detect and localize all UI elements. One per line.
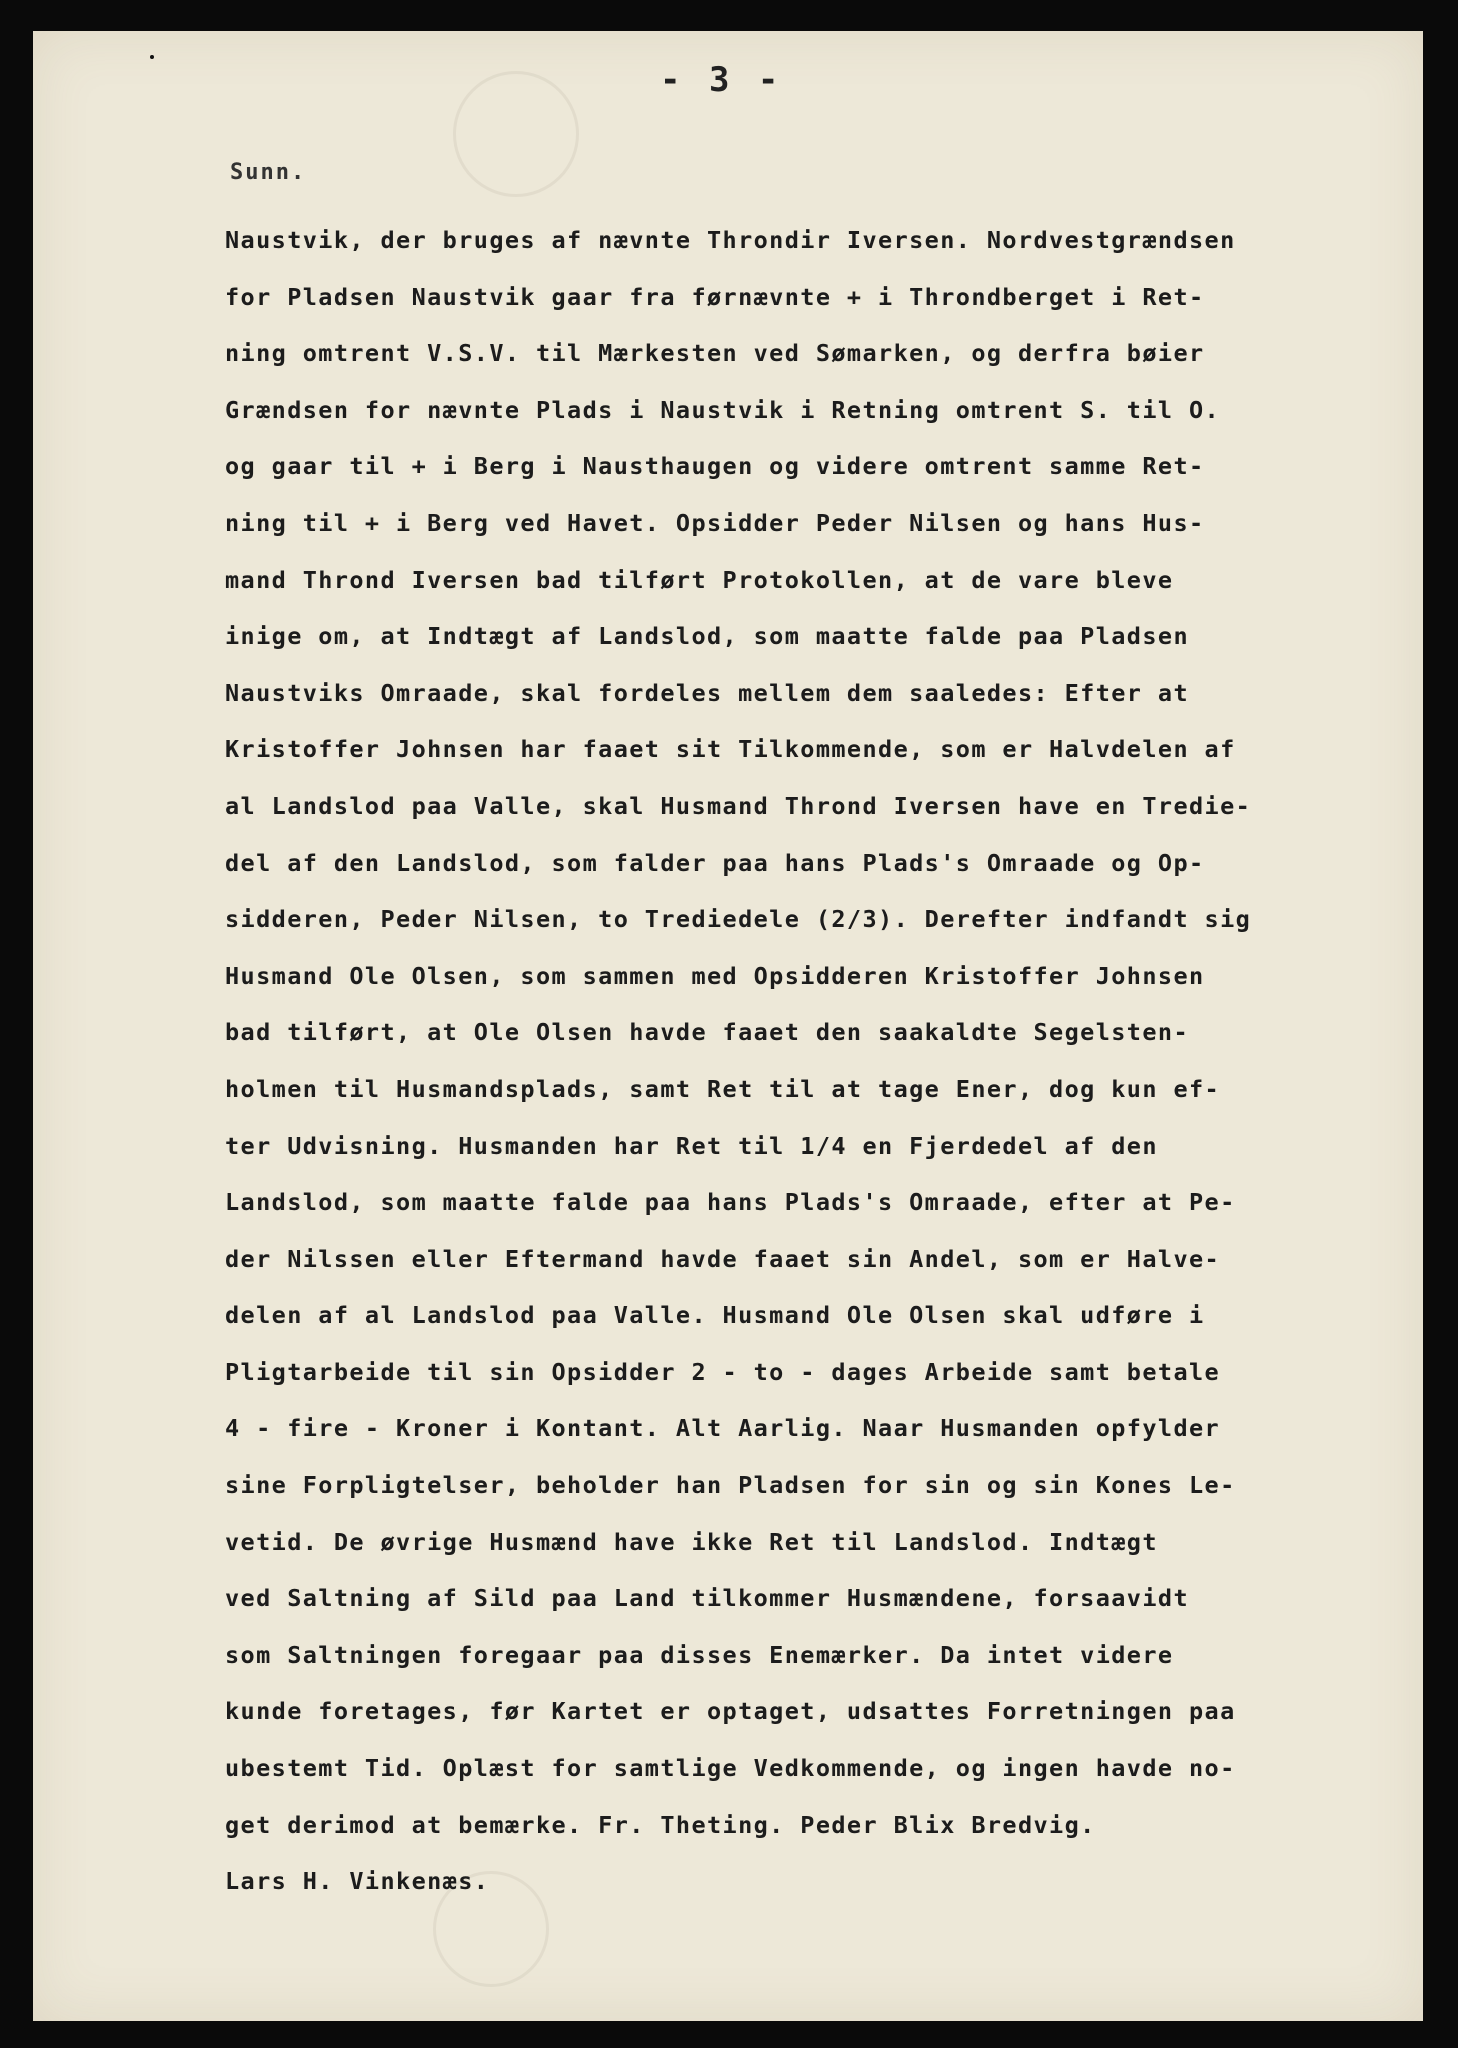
text-line: Landslod, som maatte falde paa hans Plads's Omraade, efter at Pe-	[225, 1188, 1236, 1217]
faint-stamp-top	[453, 71, 579, 197]
text-line: delen af al Landslod paa Valle. Husmand Ole Olsen skal udføre i	[225, 1301, 1205, 1330]
text-line: ning omtrent V.S.V. til Mærkesten ved Sømarken, og derfra bøier	[225, 339, 1205, 368]
text-line: al Landslod paa Valle, skal Husmand Thrond Iversen have en Tredie-	[225, 791, 1252, 820]
text-line: bad tilført, at Ole Olsen havde faaet den saakaldte Segelsten-	[225, 1018, 1189, 1047]
text-line: get derimod at bemærke. Fr. Theting. Peder Blix Bredvig.	[225, 1810, 1096, 1839]
page-number: - 3 -	[660, 60, 783, 100]
text-line: ved Saltning af Sild paa Land tilkommer Husmændene, forsaavidt	[225, 1584, 1189, 1613]
text-line: kunde foretages, før Kartet er optaget, udsattes Forretningen paa	[225, 1697, 1236, 1726]
text-line: ter Udvisning. Husmanden har Ret til 1/4 en Fjerdedel af den	[225, 1131, 1158, 1160]
text-line: Naustvik, der bruges af nævnte Throndir Iversen. Nordvestgrændsen	[225, 226, 1236, 254]
header-mark: Sunn.	[230, 160, 307, 185]
text-line: del af den Landslod, som falder paa hans Plads's Omraade og Op-	[225, 848, 1205, 877]
text-line: for Pladsen Naustvik gaar fra førnævnte + i Throndberget i Ret-	[225, 282, 1205, 311]
paper-speck	[150, 55, 154, 59]
text-line: mand Thrond Iversen bad tilført Protokollen, at de vare bleve	[225, 565, 1174, 594]
text-line: holmen til Husmandsplads, samt Ret til at tage Ener, dog kun ef-	[225, 1074, 1221, 1103]
text-line: sidderen, Peder Nilsen, to Trediedele (2/3). Derefter indfandt sig	[225, 905, 1252, 934]
text-line: ning til + i Berg ved Havet. Opsidder Peder Nilsen og hans Hus-	[225, 508, 1205, 537]
text-line: og gaar til + i Berg i Nausthaugen og videre omtrent samme Ret-	[225, 452, 1205, 481]
text-line: som Saltningen foregaar paa disses Enemærker. Da intet videre	[225, 1640, 1174, 1669]
text-line: inige om, at Indtægt af Landslod, som maatte falde paa Pladsen	[225, 622, 1189, 651]
text-line: vetid. De øvrige Husmænd have ikke Ret til Landslod. Indtægt	[225, 1527, 1158, 1556]
text-line: Grændsen for nævnte Plads i Naustvik i Retning omtrent S. til O.	[225, 395, 1221, 424]
text-line: der Nilssen eller Eftermand havde faaet sin Andel, som er Halve-	[225, 1244, 1221, 1273]
text-line: Naustviks Omraade, skal fordeles mellem dem saaledes: Efter at	[225, 678, 1189, 707]
text-line: Lars H. Vinkenæs.	[225, 1867, 490, 1896]
text-line: ubestemt Tid. Oplæst for samtlige Vedkommende, og ingen havde no-	[225, 1754, 1236, 1783]
typed-body-text	[225, 212, 1365, 1910]
text-line: 4 - fire - Kroner i Kontant. Alt Aarlig. Naar Husmanden opfylder	[225, 1414, 1221, 1443]
text-line: Husmand Ole Olsen, som sammen med Opsidderen Kristoffer Johnsen	[225, 961, 1205, 990]
text-line: sine Forpligtelser, beholder han Pladsen for sin og sin Kones Le-	[225, 1471, 1236, 1500]
text-line: Pligtarbeide til sin Opsidder 2 - to - dages Arbeide samt betale	[225, 1357, 1221, 1386]
text-line: Kristoffer Johnsen har faaet sit Tilkommende, som er Halvdelen af	[225, 735, 1236, 764]
